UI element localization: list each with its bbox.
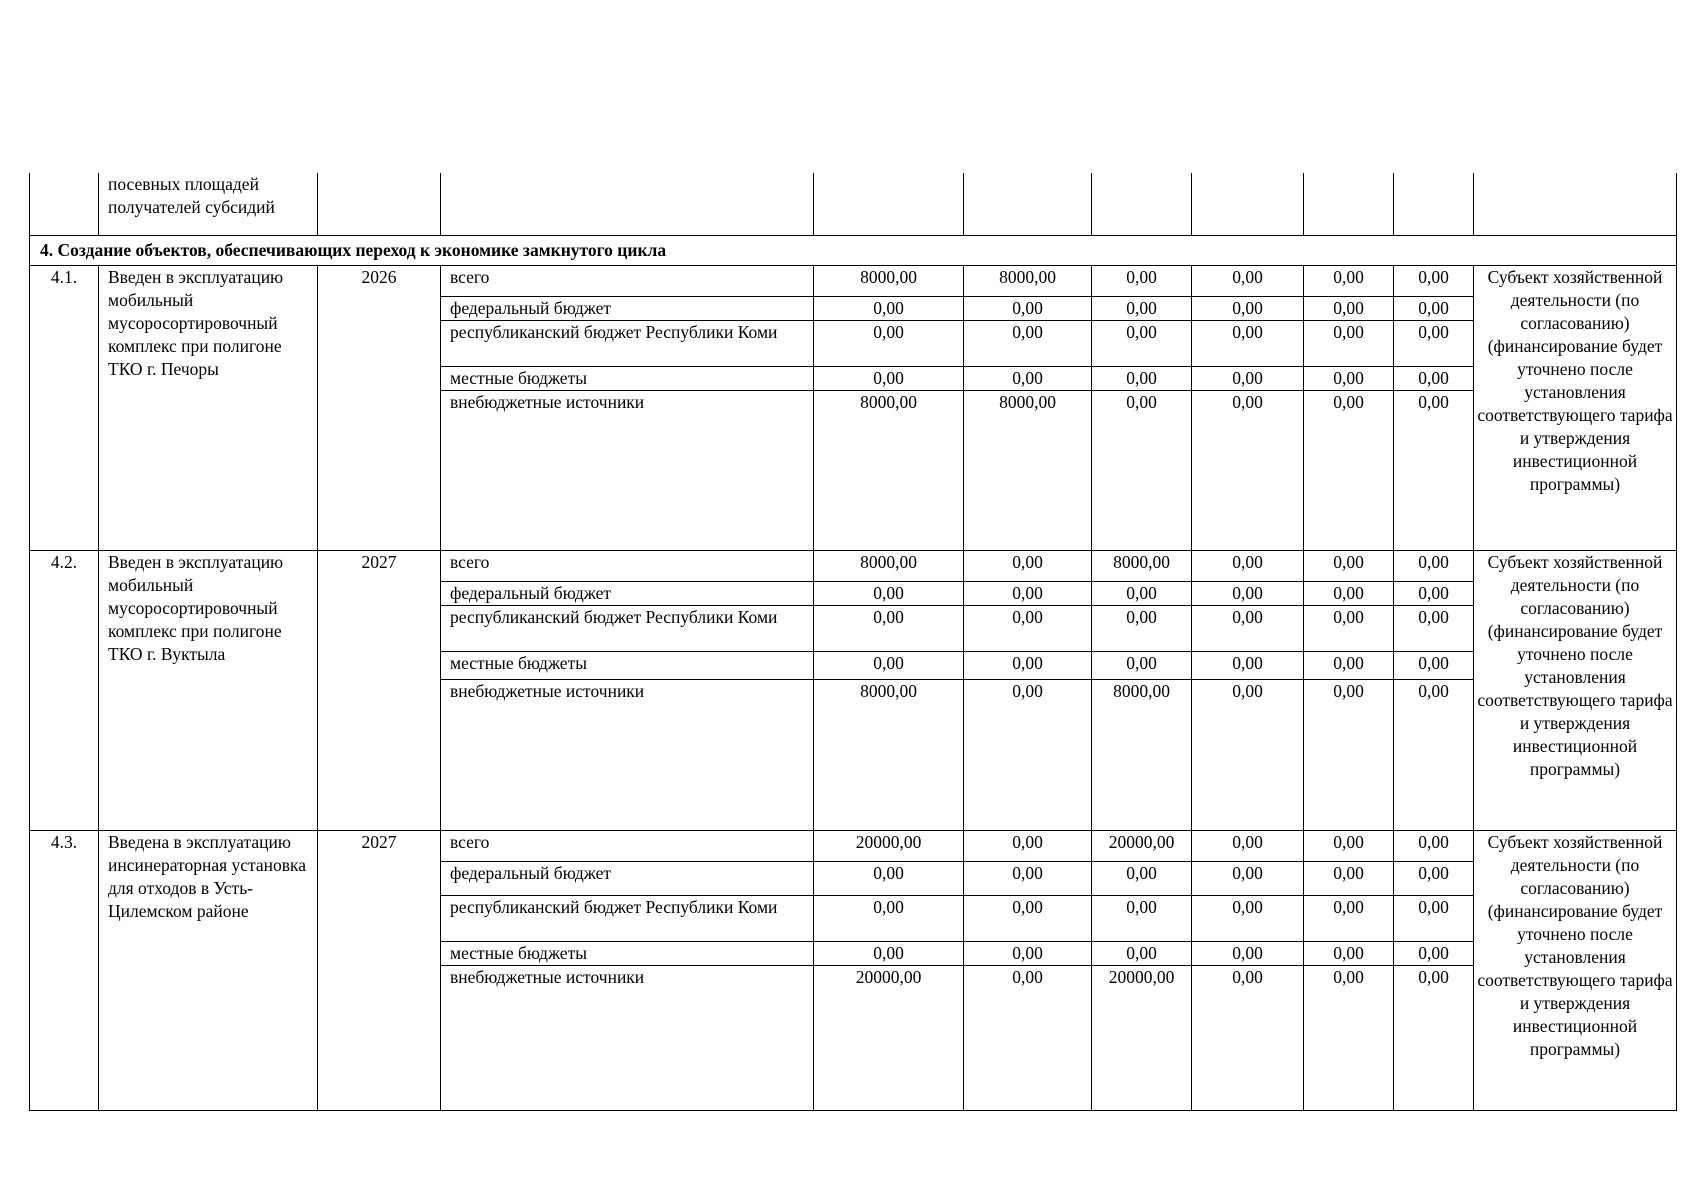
funding-value: 0,00 [1192,680,1304,831]
funding-value: 0,00 [1304,321,1394,367]
funding-value: 0,00 [1394,862,1474,896]
funding-value: 0,00 [1304,606,1394,652]
funding-value: 0,00 [814,896,964,942]
funding-value: 0,00 [1192,551,1304,582]
funding-value: 0,00 [1394,367,1474,391]
fragment-cell [1474,173,1677,236]
funding-source: всего [441,266,814,297]
funding-value: 0,00 [1394,831,1474,862]
funding-value: 0,00 [964,321,1092,367]
funding-source: местные бюджеты [441,942,814,966]
funding-value: 0,00 [1092,606,1192,652]
funding-value: 0,00 [964,606,1092,652]
item-year: 2026 [318,266,441,551]
funding-value: 0,00 [1304,831,1394,862]
section-title: 4. Создание объектов, обеспечивающих переход к экономике замкнутого цикла [30,236,1677,266]
funding-value: 0,00 [1192,942,1304,966]
funding-value: 0,00 [1304,551,1394,582]
table-row [30,551,1677,582]
funding-value: 0,00 [1192,896,1304,942]
fragment-cell [1192,173,1304,236]
funding-value: 0,00 [1192,297,1304,321]
financing-table [29,173,1677,1111]
fragment-cell [318,173,441,236]
funding-value: 0,00 [1192,321,1304,367]
funding-value: 0,00 [1192,391,1304,551]
funding-value: 0,00 [1304,680,1394,831]
funding-value: 0,00 [964,862,1092,896]
funding-source: внебюджетные источники [441,391,814,551]
funding-value: 0,00 [1192,266,1304,297]
funding-value: 0,00 [1304,942,1394,966]
funding-value: 0,00 [1192,862,1304,896]
funding-value: 0,00 [964,831,1092,862]
funding-value: 8000,00 [1092,551,1192,582]
item-result: Введен в эксплуатацию мобильный мусоросортировочный комплекс при полигоне ТКО г. Печоры [99,266,318,551]
funding-value: 0,00 [814,606,964,652]
table-row [30,831,1677,862]
funding-value: 0,00 [1092,367,1192,391]
funding-value: 0,00 [1192,652,1304,680]
item-result: Введена в эксплуатацию инсинераторная установка для отходов в Усть-Цилемском районе [99,831,318,1111]
fragment-cell [1394,173,1474,236]
top-fragment-row [30,173,1677,236]
funding-source: местные бюджеты [441,652,814,680]
funding-value: 0,00 [814,942,964,966]
funding-value: 0,00 [1304,966,1394,1111]
item-year: 2027 [318,551,441,831]
funding-value: 0,00 [814,582,964,606]
funding-value: 8000,00 [964,266,1092,297]
fragment-cell [814,173,964,236]
item-result: Введен в эксплуатацию мобильный мусоросортировочный комплекс при полигоне ТКО г. Вуктыла [99,551,318,831]
funding-value: 0,00 [1394,966,1474,1111]
funding-source: республиканский бюджет Республики Коми [441,321,814,367]
fragment-description-cell [99,173,318,236]
fragment-line: получателей субсидий [108,197,275,217]
funding-value: 0,00 [1394,297,1474,321]
funding-value: 0,00 [1304,862,1394,896]
funding-value: 0,00 [1304,896,1394,942]
funding-value: 0,00 [1304,652,1394,680]
funding-value: 0,00 [964,652,1092,680]
funding-value: 0,00 [1304,582,1394,606]
funding-value: 0,00 [1092,896,1192,942]
funding-value: 0,00 [1394,896,1474,942]
funding-value: 0,00 [1394,321,1474,367]
funding-value: 0,00 [964,942,1092,966]
funding-value: 0,00 [964,966,1092,1111]
funding-value: 0,00 [964,367,1092,391]
fragment-line: посевных площадей [108,174,259,194]
funding-value: 20000,00 [814,966,964,1111]
fragment-cell [441,173,814,236]
funding-value: 0,00 [964,297,1092,321]
funding-value: 0,00 [814,652,964,680]
funding-value: 0,00 [1394,652,1474,680]
item-number: 4.3. [30,831,99,1111]
funding-value: 0,00 [1304,367,1394,391]
fragment-cell [1092,173,1192,236]
funding-value: 0,00 [814,862,964,896]
funding-source: местные бюджеты [441,367,814,391]
funding-value: 8000,00 [814,551,964,582]
funding-value: 0,00 [1092,266,1192,297]
item-executor-note: Субъект хозяйственной деятельности (по согласованию) (финансирование будет уточнено после установления соответствующего тарифа и утверждения инвестиционной программы) [1474,266,1677,551]
funding-value: 8000,00 [814,680,964,831]
funding-value: 0,00 [1092,297,1192,321]
funding-source: республиканский бюджет Республики Коми [441,606,814,652]
item-executor-note: Субъект хозяйственной деятельности (по согласованию) (финансирование будет уточнено после установления соответствующего тарифа и утверждения инвестиционной программы) [1474,831,1677,1111]
funding-value: 0,00 [1092,862,1192,896]
item-year: 2027 [318,831,441,1111]
funding-value: 20000,00 [814,831,964,862]
funding-value: 0,00 [1394,551,1474,582]
funding-value: 0,00 [1092,391,1192,551]
funding-value: 0,00 [1192,606,1304,652]
funding-value: 20000,00 [1092,966,1192,1111]
item-executor-note: Субъект хозяйственной деятельности (по согласованию) (финансирование будет уточнено после установления соответствующего тарифа и утверждения инвестиционной программы) [1474,551,1677,831]
item-number: 4.1. [30,266,99,551]
funding-value: 0,00 [1304,266,1394,297]
fragment-cell [1304,173,1394,236]
funding-value: 0,00 [1092,652,1192,680]
funding-value: 0,00 [1092,321,1192,367]
funding-value: 0,00 [1092,942,1192,966]
funding-value: 0,00 [1192,582,1304,606]
funding-value: 8000,00 [814,391,964,551]
funding-source: федеральный бюджет [441,297,814,321]
fragment-num-cell [30,173,99,236]
funding-value: 0,00 [814,297,964,321]
funding-value: 0,00 [1394,391,1474,551]
section-heading-row [30,236,1677,266]
funding-value: 0,00 [1394,680,1474,831]
funding-value: 0,00 [964,680,1092,831]
funding-source: всего [441,551,814,582]
funding-value: 0,00 [814,367,964,391]
funding-source: внебюджетные источники [441,680,814,831]
funding-value: 0,00 [814,321,964,367]
funding-value: 0,00 [1304,297,1394,321]
funding-value: 0,00 [1192,966,1304,1111]
funding-value: 20000,00 [1092,831,1192,862]
fragment-cell [964,173,1092,236]
funding-source: федеральный бюджет [441,862,814,896]
funding-value: 0,00 [1394,582,1474,606]
item-number: 4.2. [30,551,99,831]
funding-value: 0,00 [964,582,1092,606]
funding-value: 0,00 [1192,831,1304,862]
funding-value: 8000,00 [1092,680,1192,831]
funding-value: 0,00 [1394,266,1474,297]
funding-value: 0,00 [964,896,1092,942]
funding-value: 0,00 [964,551,1092,582]
table-row [30,266,1677,297]
funding-value: 0,00 [1192,367,1304,391]
funding-source: республиканский бюджет Республики Коми [441,896,814,942]
funding-value: 0,00 [1394,606,1474,652]
funding-value: 0,00 [1394,942,1474,966]
funding-source: внебюджетные источники [441,966,814,1111]
funding-source: федеральный бюджет [441,582,814,606]
funding-source: всего [441,831,814,862]
funding-value: 8000,00 [964,391,1092,551]
funding-value: 0,00 [1092,582,1192,606]
funding-value: 8000,00 [814,266,964,297]
funding-value: 0,00 [1304,391,1394,551]
